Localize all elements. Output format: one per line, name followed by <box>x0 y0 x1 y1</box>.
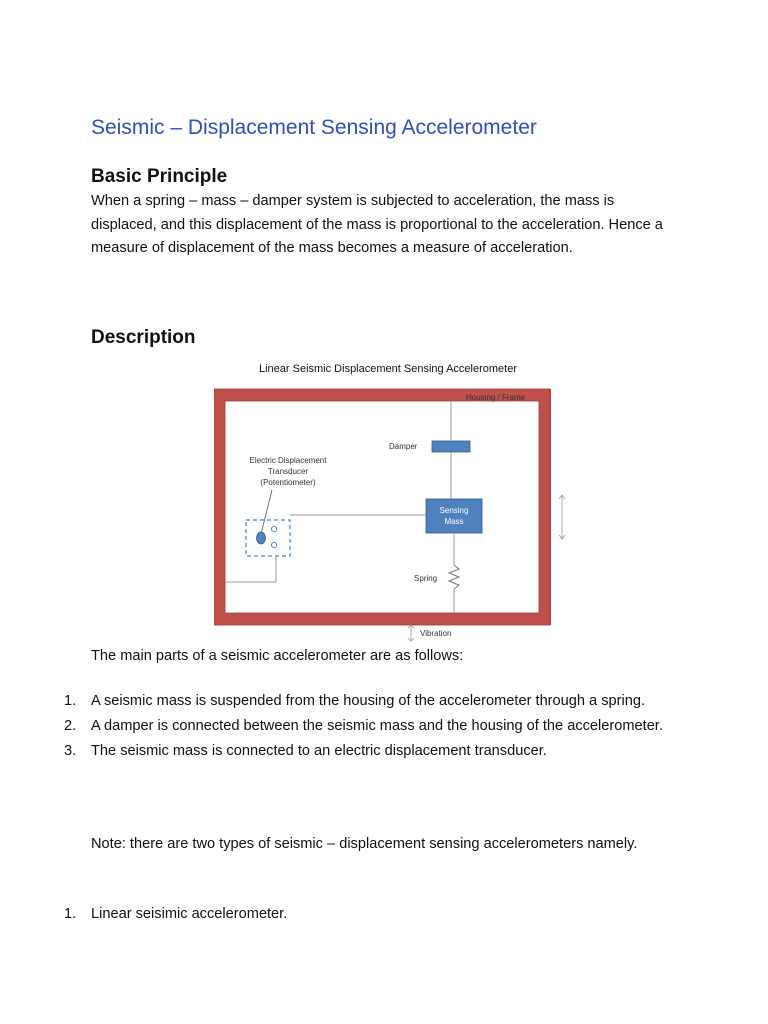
transducer-label-line2: Transducer <box>267 467 309 476</box>
parts-intro: The main parts of a seismic accelerometer are as follows: <box>91 648 464 664</box>
transducer-wiper <box>257 532 266 544</box>
page-title: Seismic – Displacement Sensing Accelerometer <box>91 116 537 139</box>
list-item-text: A seismic mass is suspended from the housing of the accelerometer through a spring. <box>91 693 646 709</box>
damper <box>432 441 470 452</box>
description-heading: Description <box>91 327 196 348</box>
vibration-label: Vibration <box>420 629 452 638</box>
list-item <box>64 714 684 739</box>
list-item-text: Linear seisimic accelerometer. <box>91 906 288 922</box>
housing-label: Housing / Frame <box>466 393 526 402</box>
spring-label: Spring <box>414 574 438 583</box>
damper-label: Damper <box>389 442 418 451</box>
list-item-number: 1. <box>64 906 77 922</box>
transducer-box <box>246 520 290 556</box>
sensing-mass-label-line2: Mass <box>444 517 464 526</box>
sensing-mass <box>426 499 482 533</box>
side-motion-arrow-icon <box>556 493 568 541</box>
list-item-number: 2. <box>64 718 77 734</box>
list-item <box>64 689 684 714</box>
transducer-label-line3: (Potentiometer) <box>260 478 316 487</box>
list-item <box>64 902 684 927</box>
list-item-number: 1. <box>64 693 77 709</box>
note-text: Note: there are two types of seismic – displacement sensing accelerometers namely. <box>91 836 638 852</box>
list-item <box>64 739 684 764</box>
basic-principle-text: When a spring – mass – damper system is subjected to acceleration, the mass is displaced, and this displacement of the mass is proportional to the acceleration. Hence a measure of displacement of the mass becomes a measure of acceleration. <box>91 193 663 256</box>
accelerometer-diagram <box>214 388 554 643</box>
transducer-label-line1: Electric Displacement <box>249 456 327 465</box>
types-list <box>64 902 684 927</box>
parts-list <box>64 689 684 764</box>
list-item-number: 3. <box>64 743 77 759</box>
figure-caption: Linear Seismic Displacement Sensing Accelerometer <box>258 363 517 375</box>
spring <box>449 565 459 589</box>
basic-principle-heading: Basic Principle <box>91 166 228 187</box>
list-item-text: The seismic mass is connected to an electric displacement transducer. <box>91 743 547 759</box>
sensing-mass-label-line1: Sensing <box>439 506 469 515</box>
list-item-text: A damper is connected between the seismic mass and the housing of the accelerometer. <box>91 718 663 734</box>
